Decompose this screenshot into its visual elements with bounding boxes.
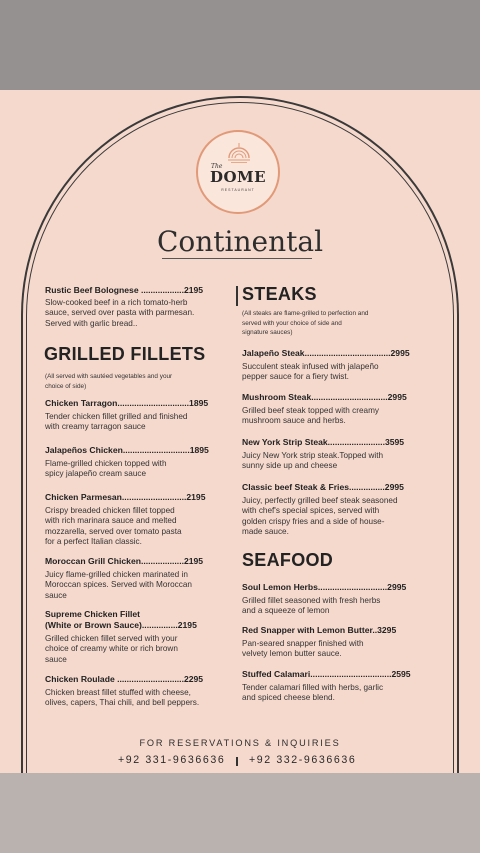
section-heading-seafood: SEAFOOD	[242, 550, 334, 570]
menu-item-name: Chicken Tarragon..............................1895	[45, 398, 209, 408]
logo-name: DOME	[209, 168, 267, 186]
title-underline	[162, 258, 312, 259]
phone-separator	[236, 757, 238, 766]
column-divider	[236, 286, 238, 306]
menu-item-desc: Grilled beef steak topped with creamy mushroom sauce and herbs.	[242, 406, 379, 426]
menu-item-name: Jalapeño Steak....................................2995	[242, 348, 410, 358]
menu-item-name: Chicken Parmesan...........................2195	[45, 492, 206, 502]
menu-item-name: Jalapeños Chicken............................1895	[45, 445, 209, 455]
logo-subtitle: RESTAURANT	[221, 188, 255, 192]
menu-item-name: Moroccan Grill Chicken..................2195	[45, 556, 204, 566]
menu-page	[0, 90, 480, 773]
menu-item-desc: Succulent steak infused with jalapeño pepper sauce for a fiery twist.	[242, 362, 379, 382]
bottom-band	[0, 773, 480, 853]
menu-item-desc: Tender chicken fillet grilled and finished with creamy tarragon sauce	[45, 412, 188, 432]
menu-item-name-line2: (White or Brown Sauce)...............2195	[45, 620, 197, 630]
logo-the-text: The	[211, 163, 223, 170]
section-heading-steaks: STEAKS	[242, 284, 317, 304]
menu-item-name: Stuffed Calamari..................................2595	[242, 669, 411, 679]
menu-item-name: Classic beef Steak & Fries...............2995	[242, 482, 404, 492]
menu-item-desc: Flame-grilled chicken topped with spicy jalapeño cream sauce	[45, 459, 167, 479]
menu-item-name: Supreme Chicken Fillet	[45, 609, 141, 619]
menu-item-desc: Grilled chicken fillet served with your choice of creamy white or rich brown sauce	[45, 634, 178, 664]
menu-item-desc: Juicy New York strip steak.Topped with sunny side up and cheese	[242, 451, 384, 471]
menu-item-name: New York Strip Steak........................3595	[242, 437, 405, 447]
section-note: (All steaks are flame-grilled to perfection and served with your choice of side and signature sauces)	[242, 310, 369, 337]
top-band	[0, 0, 480, 90]
phone-number-1[interactable]: +92 331-9636636	[118, 754, 226, 766]
menu-item-desc: Juicy flame-grilled chicken marinated in Moroccan spices. Served with Moroccan sauce	[45, 570, 192, 600]
menu-item-desc: Juicy, perfectly grilled beef steak seasoned with chef's special spices, served with golden crispy fries and a side of house- made sauce.	[242, 496, 398, 537]
reservations-label: FOR RESERVATIONS & INQUIRIES	[139, 738, 341, 748]
menu-item-name: Red Snapper with Lemon Butter..3295	[242, 625, 397, 635]
menu-title: Continental	[156, 225, 324, 258]
section-heading-grilled-fillets: GRILLED FILLETS	[44, 344, 206, 364]
menu-item-name: Soul Lemon Herbs.............................2995	[242, 582, 407, 592]
menu-item-desc: Pan-seared snapper finished with velvety lemon butter sauce.	[242, 639, 364, 659]
menu-item-name: Chicken Roulade ............................2295	[45, 674, 204, 684]
section-note: (All served with sautéed vegetables and your choice of side)	[45, 373, 173, 390]
menu-item-desc: Tender calamari filled with herbs, garlic and spiced cheese blend.	[242, 683, 384, 703]
phone-number-2[interactable]: +92 332-9636636	[249, 754, 357, 766]
menu-item-desc: Chicken breast fillet stuffed with cheese, olives, capers, Thai chili, and bell peppers.	[45, 688, 200, 708]
dome-icon	[226, 140, 252, 166]
menu-item-name: Mushroom Steak................................2995	[242, 392, 407, 402]
menu-item-desc: Slow-cooked beef in a rich tomato-herb sauce, served over pasta with parmesan. Served with garlic bread..	[45, 298, 195, 328]
menu-item-name: Rustic Beef Bolognese ..................2195	[45, 285, 204, 295]
menu-item-desc: Grilled fillet seasoned with fresh herbs and a squeeze of lemon	[242, 596, 381, 616]
menu-item-desc: Crispy breaded chicken fillet topped with rich marinara sauce and melted mozzarella, served over tomato pasta for a perfect Italian classic.	[45, 506, 182, 547]
restaurant-logo	[196, 130, 280, 214]
